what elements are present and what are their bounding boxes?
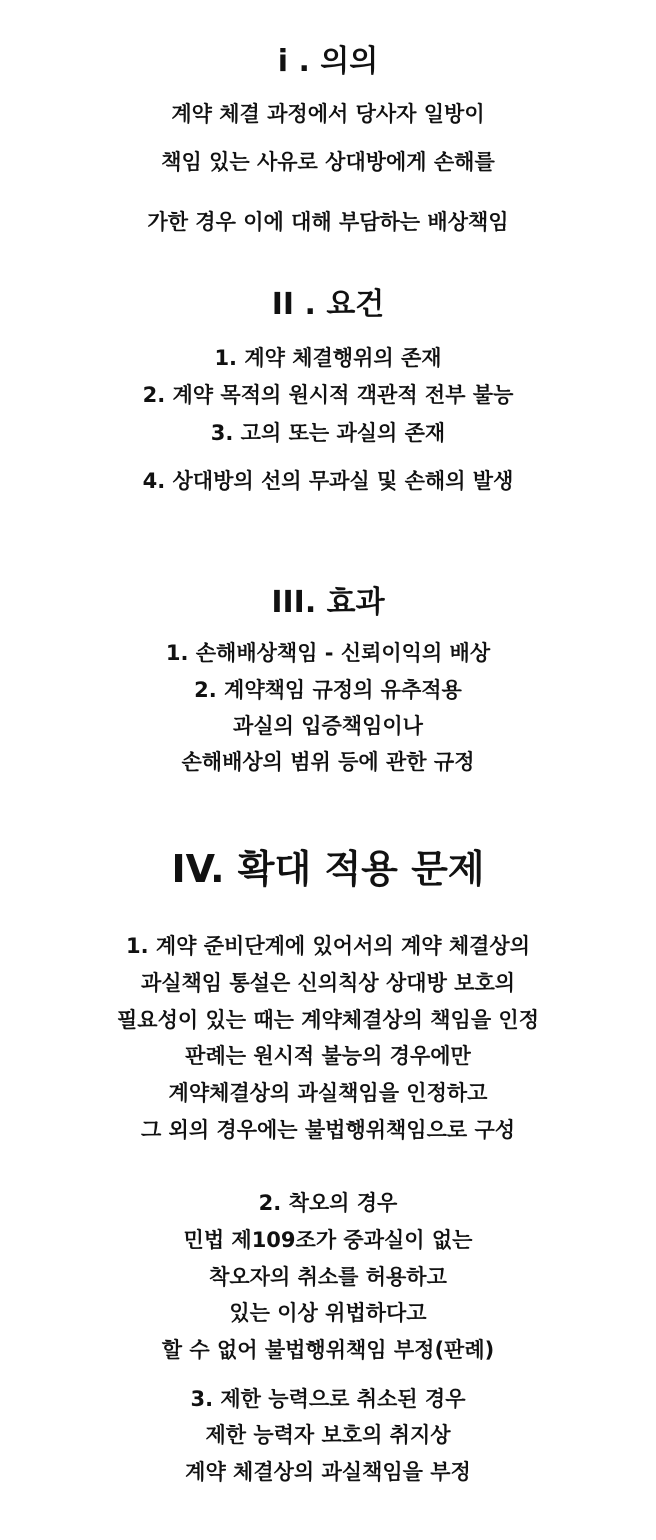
section-3-line-3: 과실의 입증책임이나 bbox=[233, 714, 423, 738]
section-4-line-14: 계약 체결상의 과실책임을 부정 bbox=[185, 1460, 471, 1484]
section-4-line-12: 3. 제한 능력으로 취소된 경우 bbox=[190, 1387, 466, 1411]
section-2-heading: II . 요건 bbox=[271, 287, 385, 322]
section-4-line-7: 2. 착오의 경우 bbox=[258, 1191, 398, 1215]
section-4-line-8: 민법 제109조가 중과실이 없는 bbox=[183, 1228, 473, 1252]
section-1-heading: i . 의의 bbox=[277, 44, 379, 79]
section-4-line-3: 필요성이 있는 때는 계약체결상의 책임을 인정 bbox=[117, 1008, 539, 1032]
section-2-line-4: 4. 상대방의 선의 무과실 및 손해의 발생 bbox=[142, 469, 514, 493]
section-4-line-10: 있는 이상 위법하다고 bbox=[229, 1301, 427, 1325]
section-1-line-2: 책임 있는 사유로 상대방에게 손해를 bbox=[161, 150, 495, 174]
section-4-line-2: 과실책임 통설은 신의칙상 상대방 보호의 bbox=[140, 971, 516, 995]
section-4-line-1: 1. 계약 준비단계에 있어서의 계약 체결상의 bbox=[125, 934, 530, 958]
section-4-line-11: 할 수 없어 불법행위책임 부정(판례) bbox=[161, 1338, 495, 1362]
section-3-line-2: 2. 계약책임 규정의 유추적용 bbox=[194, 678, 462, 702]
section-4-line-4: 판례는 원시적 불능의 경우에만 bbox=[185, 1044, 471, 1068]
section-4-heading: IV. 확대 적용 문제 bbox=[171, 847, 485, 891]
section-4-line-6: 그 외의 경우에는 불법행위책임으로 구성 bbox=[140, 1118, 516, 1142]
section-4-line-13: 제한 능력자 보호의 취지상 bbox=[205, 1423, 451, 1447]
section-2-line-3: 3. 고의 또는 과실의 존재 bbox=[210, 421, 446, 445]
section-2-line-1: 1. 계약 체결행위의 존재 bbox=[214, 346, 442, 370]
section-3-line-4: 손해배상의 범위 등에 관한 규정 bbox=[181, 750, 475, 774]
section-4-line-5: 계약체결상의 과실책임을 인정하고 bbox=[168, 1081, 488, 1105]
section-1-line-1: 계약 체결 과정에서 당사자 일방이 bbox=[171, 102, 485, 126]
section-3-heading: III. 효과 bbox=[271, 585, 385, 620]
section-1-line-3: 가한 경우 이에 대해 부담하는 배상책임 bbox=[147, 210, 509, 234]
section-3-line-1: 1. 손해배상책임 - 신뢰이익의 배상 bbox=[165, 641, 491, 665]
section-2-line-2: 2. 계약 목적의 원시적 객관적 전부 불능 bbox=[142, 383, 514, 407]
section-4-line-9: 착오자의 취소를 허용하고 bbox=[209, 1265, 447, 1289]
